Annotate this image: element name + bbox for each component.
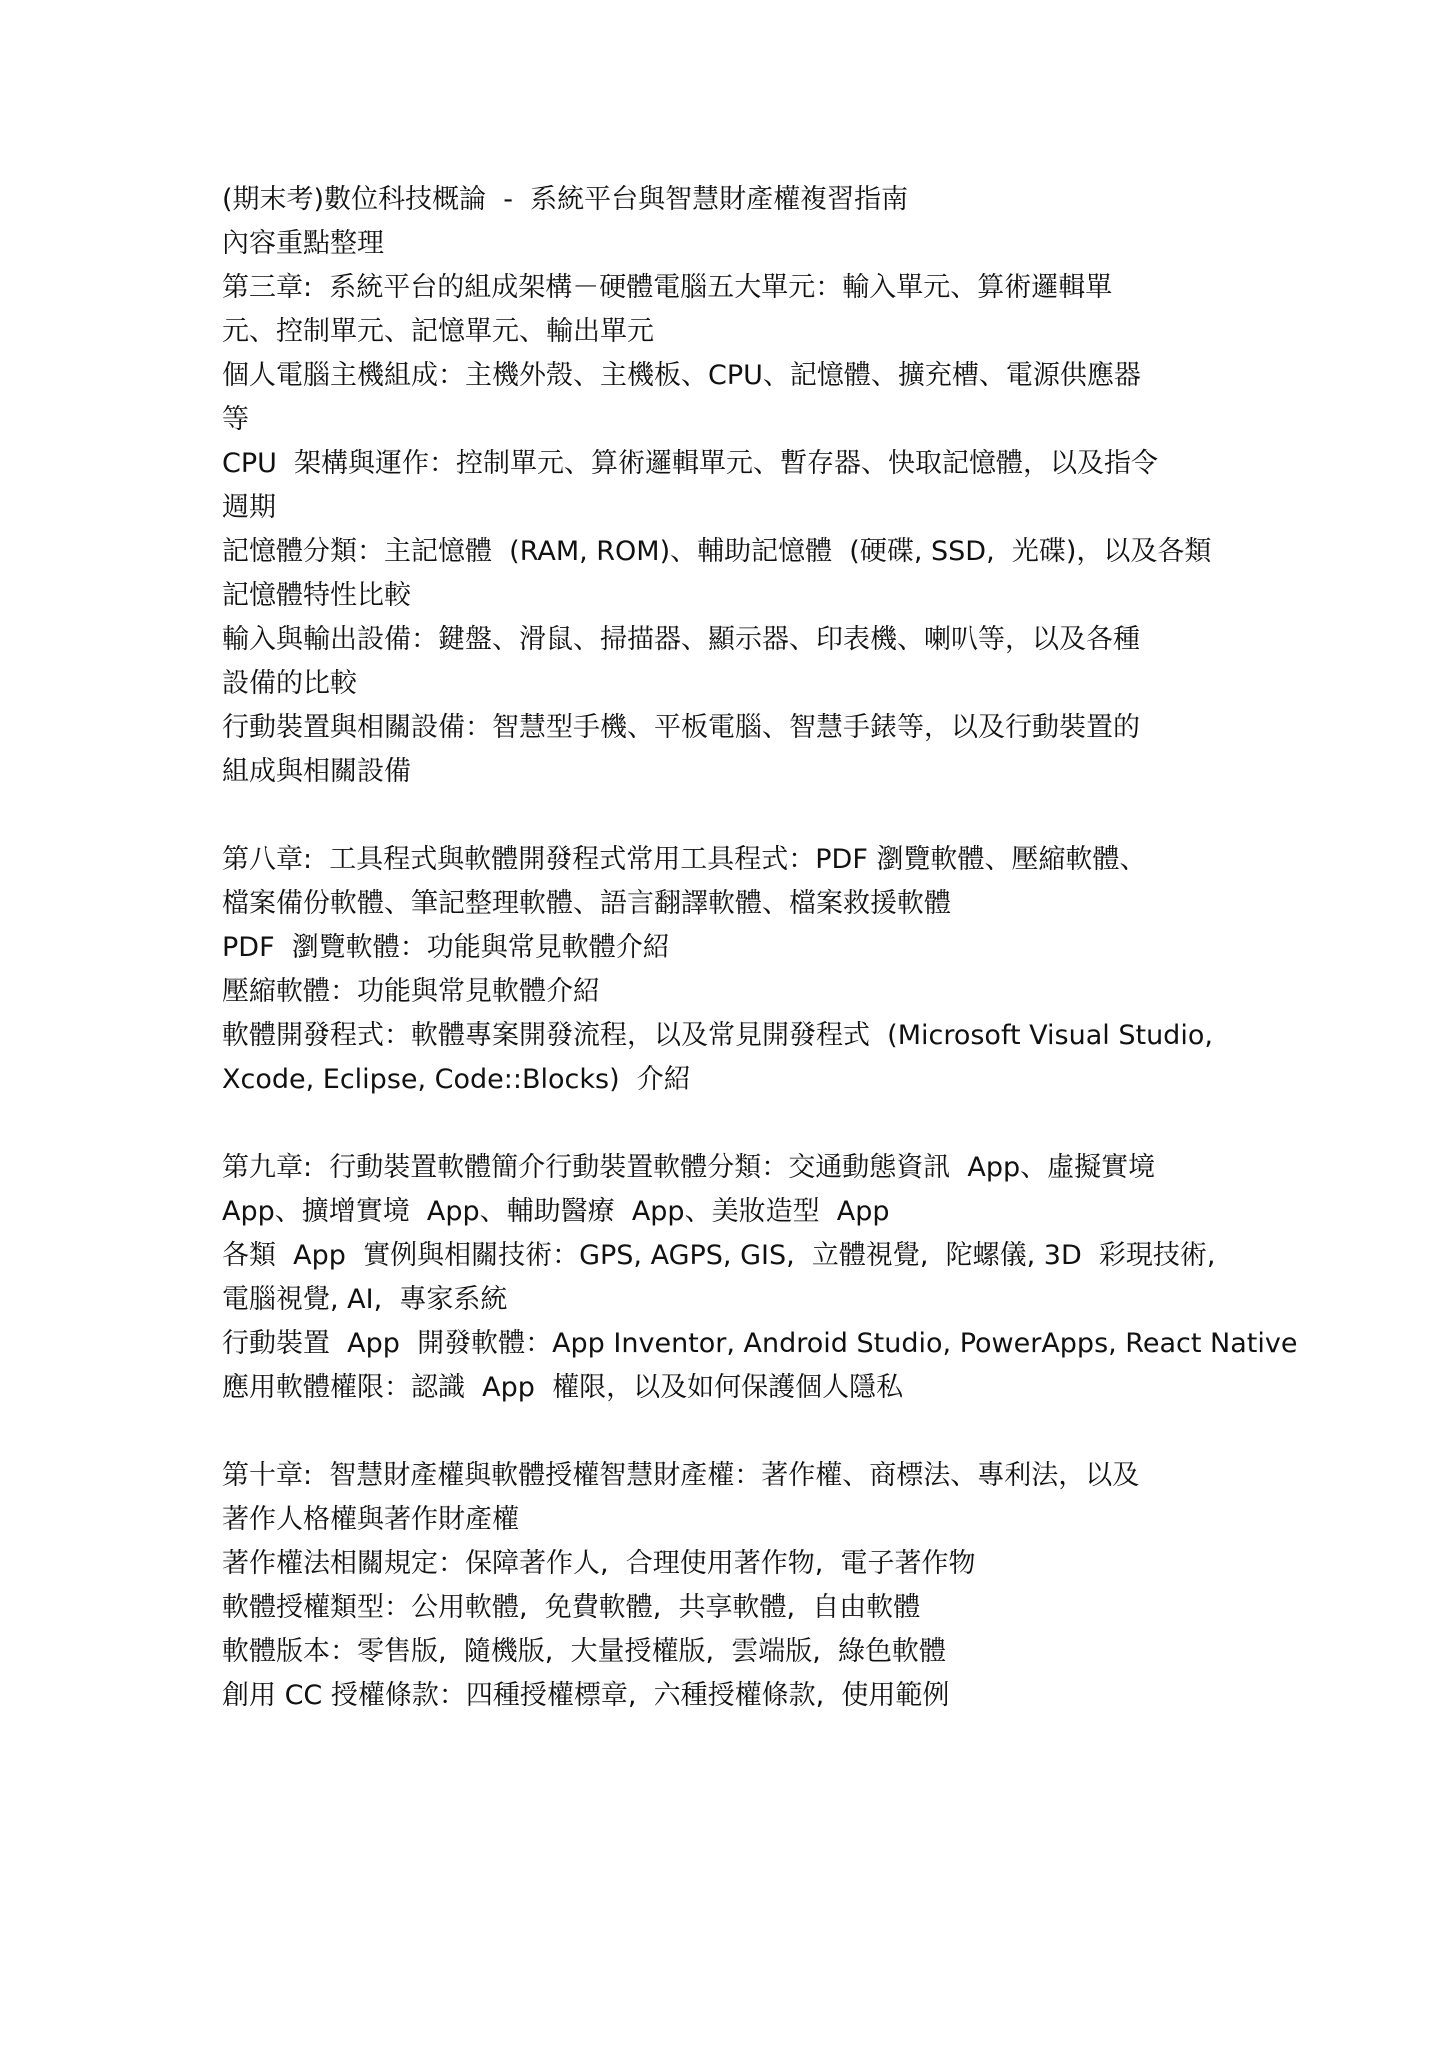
text-line: 應用軟體權限：認識 App 權限，以及如何保護個人隱私 — [222, 1372, 904, 1403]
text-line: 創用 CC 授權條款：四種授權標章, 六種授權條款, 使用範例 — [222, 1680, 950, 1711]
text-line: 週期 — [222, 492, 276, 523]
text-line: 第九章: 行動裝置軟體簡介行動裝置軟體分類：交通動態資訊 App、虛擬實境 — [222, 1152, 1156, 1183]
text-line: 檔案備份軟體、筆記整理軟體、語言翻譯軟體、檔案救援軟體 — [222, 888, 951, 919]
text-line: 第三章: 系統平台的組成架構－硬體電腦五大單元：輸入單元、算術邏輯單 — [222, 272, 1113, 303]
text-line: 行動裝置與相關設備：智慧型手機、平板電腦、智慧手錶等，以及行動裝置的 — [222, 712, 1140, 743]
text-line: 第八章: 工具程式與軟體開發程式常用工具程式：PDF 瀏覽軟體、壓縮軟體、 — [222, 844, 1147, 875]
text-line: 輸入與輸出設備：鍵盤、滑鼠、掃描器、顯示器、印表機、喇叭等，以及各種 — [222, 624, 1140, 655]
text-line: PDF 瀏覽軟體：功能與常見軟體介紹 — [222, 932, 670, 963]
section-chapter-9 — [222, 1146, 1298, 1410]
text-line: 元、控制單元、記憶單元、輸出單元 — [222, 316, 654, 347]
text-line: 設備的比較 — [222, 668, 357, 699]
paragraph-gap — [222, 794, 1262, 838]
document-page — [222, 178, 1298, 1718]
text-line: 記憶體分類：主記憶體 (RAM, ROM)、輔助記憶體 (硬碟, SSD, 光碟)，以及各類 — [222, 536, 1212, 567]
paragraph-gap — [222, 1102, 1262, 1146]
section-chapter-10 — [222, 1454, 1262, 1718]
text-line: App、擴增實境 App、輔助醫療 App、美妝造型 App — [222, 1196, 890, 1227]
text-line: 軟體授權類型：公用軟體, 免費軟體, 共享軟體, 自由軟體 — [222, 1592, 921, 1623]
text-line: 等 — [222, 404, 249, 435]
text-line: 著作人格權與著作財產權 — [222, 1504, 519, 1535]
text-line: 軟體開發程式：軟體專案開發流程，以及常見開發程式 (Microsoft Visual Studio, — [222, 1020, 1213, 1051]
text-line: 個人電腦主機組成：主機外殼、主機板、CPU、記憶體、擴充槽、電源供應器 — [222, 360, 1141, 391]
text-line: 組成與相關設備 — [222, 756, 411, 787]
text-line: 第十章: 智慧財產權與軟體授權智慧財產權：著作權、商標法、專利法，以及 — [222, 1460, 1140, 1491]
section-chapter-8 — [222, 838, 1262, 1102]
text-line: Xcode, Eclipse, Code::Blocks) 介紹 — [222, 1064, 691, 1095]
section-chapter-3 — [222, 266, 1262, 794]
text-line: CPU 架構與運作：控制單元、算術邏輯單元、暫存器、快取記憶體，以及指令 — [222, 448, 1159, 479]
text-line: 著作權法相關規定：保障著作人, 合理使用著作物, 電子著作物 — [222, 1548, 976, 1579]
text-line: 電腦視覺, AI, 專家系統 — [222, 1284, 508, 1315]
paragraph-gap — [222, 1410, 1262, 1454]
text-line: 行動裝置 App 開發軟體：App Inventor, Android Studio, PowerApps, React Native — [222, 1328, 1298, 1359]
text-line: 各類 App 實例與相關技術：GPS, AGPS, GIS, 立體視覺, 陀螺儀, 3D 彩現技術, — [222, 1240, 1216, 1271]
document-subtitle: 內容重點整理 — [222, 228, 384, 259]
text-line: 壓縮軟體：功能與常見軟體介紹 — [222, 976, 600, 1007]
document-title: (期末考)數位科技概論 - 系統平台與智慧財產權複習指南 — [222, 184, 909, 215]
text-line: 軟體版本：零售版, 隨機版, 大量授權版, 雲端版, 綠色軟體 — [222, 1636, 946, 1667]
text-line: 記憶體特性比較 — [222, 580, 411, 611]
